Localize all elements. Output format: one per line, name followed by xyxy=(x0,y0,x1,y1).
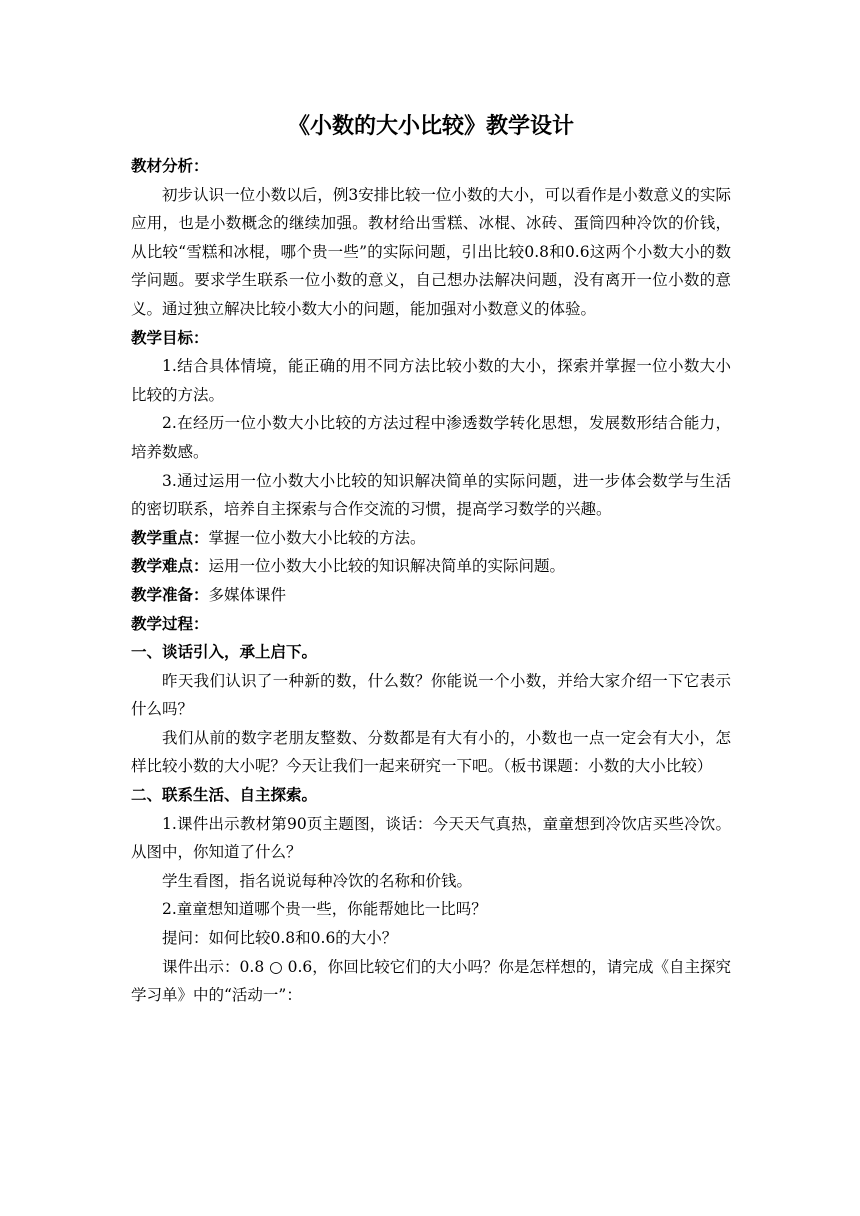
part1-paragraph: 昨天我们认识了一种新的数，什么数？你能说一个小数，并给大家介绍一下它表示什么吗？ xyxy=(131,671,731,719)
difficulty-label: 教学难点： xyxy=(131,557,209,576)
document-content xyxy=(131,112,731,1010)
preparation-row xyxy=(131,581,731,610)
difficulty-text: 运用一位小数大小比较的知识解决简单的实际问题。 xyxy=(208,557,566,576)
part2-paragraph: 提问：如何比较0.8和0.6的大小？ xyxy=(162,929,398,948)
material-analysis-heading: 教材分析： xyxy=(131,157,209,175)
difficulty-row xyxy=(131,552,731,581)
preparation-text: 多媒体课件 xyxy=(208,585,287,604)
key-point-text: 掌握一位小数大小比较的方法。 xyxy=(208,528,426,547)
teaching-goal-1: 1.结合具体情境，能正确的用不同方法比较小数的大小，探索并掌握一位小数大小比较的方法。 xyxy=(131,357,731,404)
part1-heading: 一、谈话引入，承上启下。 xyxy=(131,643,318,662)
part2-paragraph: 1.课件出示教材第90页主题图，谈话：今天天气真热，童童想到冷饮店买些冷饮。从图中，你知道了什么？ xyxy=(131,814,731,862)
material-analysis-paragraph: 初步认识一位小数以后，例3安排比较一位小数的大小，可以看作是小数意义的实际应用，也是小数概念的继续加强。教材给出雪糕、冰棍、冰砖、蛋筒四种冷饮的价钱，从比较“雪糕和冰棍，哪个贵一些”的实际问题，引出比较0.8和0.6这两个小数大小的数学问题。要求学生联系一位小数的意义，自己想办法解决问题，没有离开一位小数的意义。通过独立解决比较小数大小的问题，能加强对小数意义的体验。 xyxy=(131,185,731,318)
teaching-goal-3: 3.通过运用一位小数大小比较的知识解决简单的实际问题，进一步体会数学与生活的密切联系，培养自主探索与合作交流的习惯，提高学习数学的兴趣。 xyxy=(131,471,731,519)
part2-paragraph: 2.童童想知道哪个贵一些，你能帮她比一比吗？ xyxy=(162,900,487,919)
part1-paragraph: 我们从前的数字老朋友整数、分数都是有大有小的，小数也一点一定会有大小，怎样比较小数的大小呢？今天让我们一起来研究一下吧。（板书课题：小数的大小比较） xyxy=(131,728,731,776)
teaching-goals-heading: 教学目标： xyxy=(131,328,209,347)
teaching-process-heading: 教学过程： xyxy=(131,614,209,633)
teaching-goal-2: 2.在经历一位小数大小比较的方法过程中渗透数学转化思想，发展数形结合能力，培养数感。 xyxy=(131,414,731,461)
part2-paragraph: 课件出示：0.8 ○ 0.6，你回比较它们的大小吗？你是怎样想的，请完成《自主探究学习单》中的“活动一”： xyxy=(131,957,731,1005)
key-point-label: 教学重点： xyxy=(131,528,209,547)
part2-heading: 二、联系生活、自主探索。 xyxy=(131,786,318,805)
preparation-label: 教学准备： xyxy=(131,585,209,604)
document-title: 《小数的大小比较》教学设计 xyxy=(287,114,574,139)
part2-paragraph: 学生看图，指名说说每种冷饮的名称和价钱。 xyxy=(162,871,473,890)
key-point-row xyxy=(131,524,731,553)
